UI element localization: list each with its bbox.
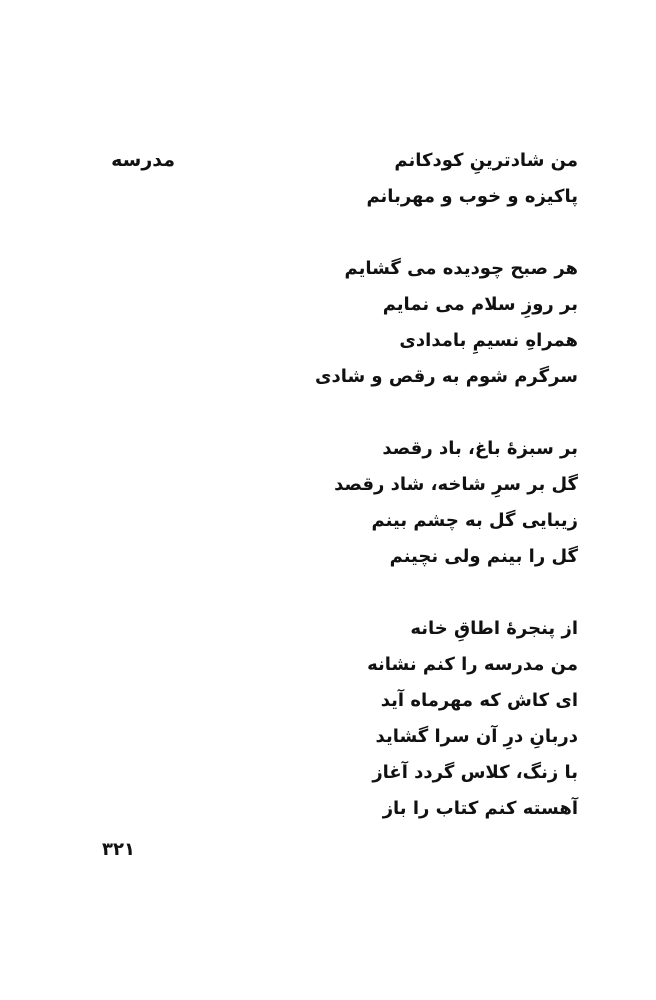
poem-line: آهسته کنم کتاب را باز [382,798,578,819]
stanza-gap [248,578,578,614]
poem-line: بر روزِ سلام می نمایم [382,294,578,315]
poem-line: گل را بینم ولی نچینم [389,546,578,567]
poem-line: ای کاش که مهرماه آید [380,690,578,711]
poem-line: من شادترینِ کودکانم [394,150,578,171]
poem-line: همراهِ نسیمِ بامدادی [399,330,578,351]
poem-line: گل بر سرِ شاخه، شاد رقصد [334,474,578,495]
poem-line: زیبایی گل به چشم بینم [371,510,578,531]
poem-line: دربانِ درِ آن سرا گشاید [375,726,578,747]
stanza-3 [248,434,578,578]
page-number: ۳۲۱ [102,839,135,860]
stanza-gap [248,398,578,434]
stanza-4 [248,614,578,830]
poem-line: بر سبزهٔ باغ، باد رقصد [382,438,578,459]
stanza-gap [248,218,578,254]
poem-line: پاکیزه و خوب و مهربانم [366,186,578,207]
poem-title: مدرسه [111,149,175,171]
poem-line: هر صبح چودیده می گشایم [344,258,578,279]
poem-body [248,146,578,830]
poem-line: من مدرسه را کنم نشانه [367,654,578,675]
stanza-1 [248,146,578,218]
stanza-2 [248,254,578,398]
poem-line: با زنگ، کلاس گردد آغاز [372,762,578,783]
poem-line: از پنجرهٔ اطاقِ خانه [410,618,578,639]
poem-line: سرگرم شوم به رقص و شادی [314,366,578,387]
